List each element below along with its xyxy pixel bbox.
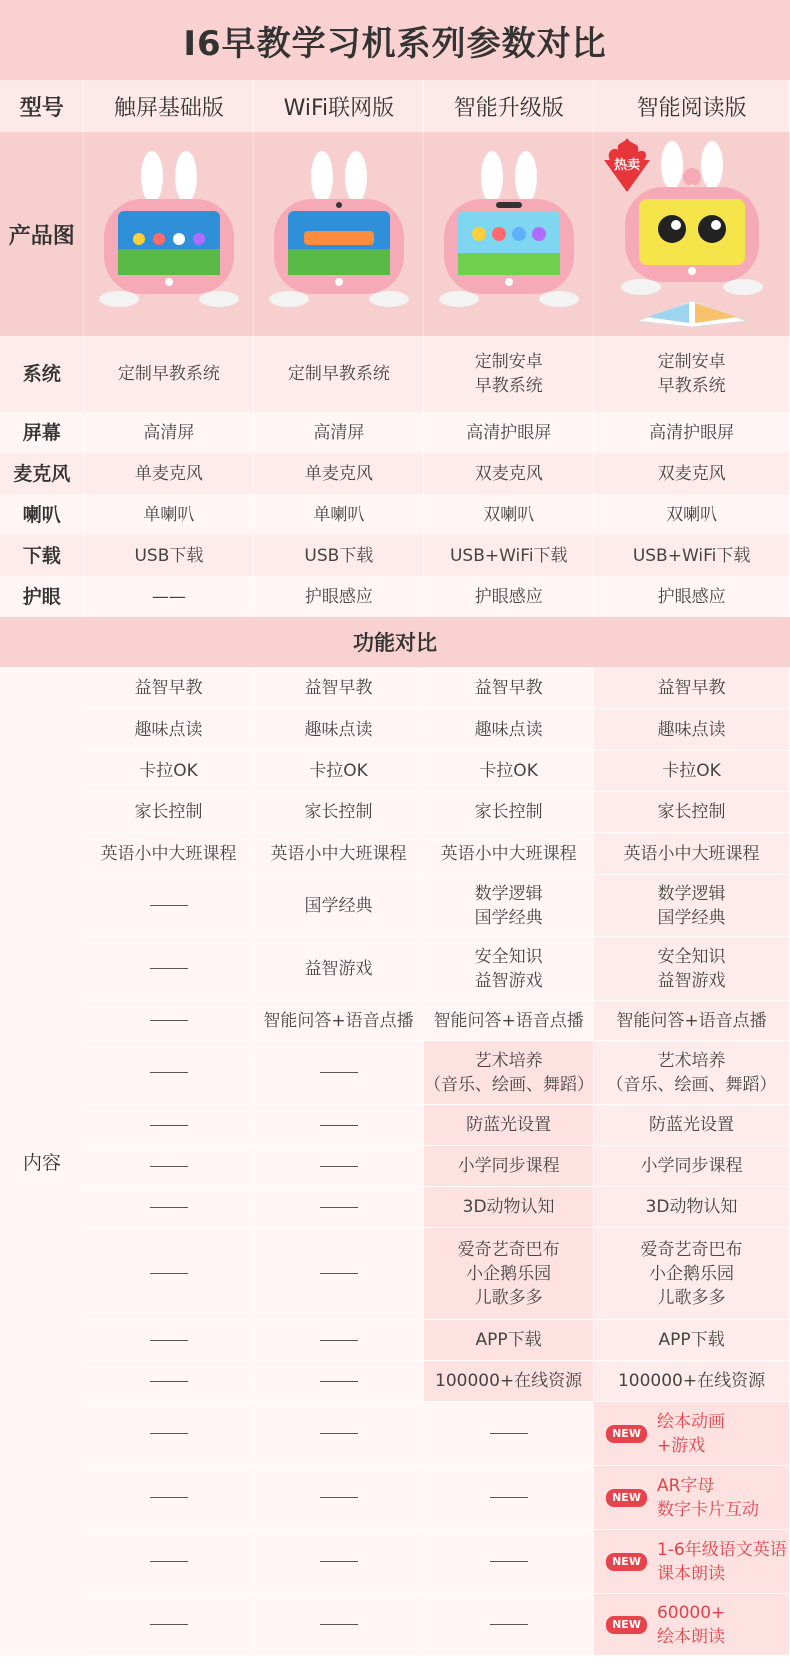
feature-cell: 家长控制: [254, 792, 424, 833]
feature-cell: [254, 1361, 424, 1402]
section-title: 功能对比: [0, 617, 790, 667]
dash-placeholder: [150, 1624, 188, 1625]
dash-placeholder: [150, 1381, 188, 1382]
feature-cell: [84, 875, 254, 937]
feature-cell: 小学同步课程: [424, 1146, 594, 1187]
dash-placeholder: [320, 1273, 358, 1274]
feature-row: [84, 1146, 790, 1187]
feature-cell: [254, 1466, 424, 1530]
dash-placeholder: [150, 1125, 188, 1126]
spec-value: USB下载: [84, 535, 254, 576]
feature-row: [84, 1187, 790, 1228]
feature-row: [84, 1041, 790, 1105]
feature-cell: [254, 1402, 424, 1466]
feature-cell: 智能问答+语音点播: [254, 1001, 424, 1041]
feature-cell: 爱奇艺奇巴布 小企鹅乐园 儿歌多多: [594, 1228, 790, 1320]
feature-cell: 爱奇艺奇巴布 小企鹅乐园 儿歌多多: [424, 1228, 594, 1320]
feature-rows: [84, 667, 790, 1656]
feature-cell: 益智早教: [254, 667, 424, 709]
spec-row-microphone: [0, 453, 790, 494]
dash-placeholder: [490, 1561, 528, 1562]
feature-row: [84, 1361, 790, 1402]
spec-value: USB+WiFi下载: [594, 535, 790, 576]
spec-value: 单麦克风: [254, 453, 424, 494]
feature-cell: [84, 1402, 254, 1466]
new-feature-text: AR字母 数字卡片互动: [656, 1475, 759, 1520]
dash-placeholder: [320, 1561, 358, 1562]
dash-placeholder: [150, 1072, 188, 1073]
spec-value: 高清屏: [84, 412, 254, 453]
feature-cell: 家长控制: [594, 792, 790, 833]
dash-placeholder: [150, 1497, 188, 1498]
feature-cell: 益智早教: [594, 667, 790, 709]
dash-placeholder: [320, 1340, 358, 1341]
hot-badge-icon: [602, 136, 652, 194]
product-image-basic: [84, 132, 254, 336]
feature-cell: 100000+在线资源: [424, 1361, 594, 1402]
feature-row: [84, 667, 790, 709]
feature-cell: 安全知识 益智游戏: [424, 937, 594, 1001]
feature-cell: 英语小中大班课程: [254, 833, 424, 875]
feature-cell: 艺术培养 （音乐、绘画、舞蹈）: [594, 1041, 790, 1105]
spec-label: 喇叭: [0, 494, 84, 535]
model-header-row: [0, 80, 790, 132]
spec-value: 高清屏: [254, 412, 424, 453]
dash-placeholder: [150, 968, 188, 969]
feature-cell: [84, 1105, 254, 1146]
bunny-tablet-image: [94, 149, 244, 319]
dash-placeholder: [150, 1166, 188, 1167]
dash-placeholder: [320, 1125, 358, 1126]
bunny-tablet-image: [264, 149, 414, 319]
feature-cell: 卡拉OK: [594, 751, 790, 792]
feature-cell: 益智早教: [424, 667, 594, 709]
spec-value: 双喇叭: [594, 494, 790, 535]
feature-cell: [84, 1530, 254, 1594]
feature-cell: 英语小中大班课程: [84, 833, 254, 875]
feature-cell: 智能问答+语音点播: [594, 1001, 790, 1041]
model-label: 型号: [0, 80, 84, 132]
feature-cell: 家长控制: [424, 792, 594, 833]
dash-placeholder: [150, 1020, 188, 1021]
feature-cell: [84, 1361, 254, 1402]
feature-cell: [254, 1041, 424, 1105]
bunny-tablet-image: [434, 149, 584, 319]
feature-cell: [424, 1530, 594, 1594]
spec-value: ——: [84, 576, 254, 617]
feature-row: [84, 1105, 790, 1146]
model-name: 触屏基础版: [84, 80, 254, 132]
spec-value: 单喇叭: [254, 494, 424, 535]
feature-cell: 趣味点读: [424, 709, 594, 751]
feature-cell: [84, 1594, 254, 1656]
feature-cell: 趣味点读: [594, 709, 790, 751]
feature-row: [84, 875, 790, 937]
feature-cell: 英语小中大班课程: [424, 833, 594, 875]
dash-placeholder: [490, 1497, 528, 1498]
spec-label: 系统: [0, 336, 84, 412]
feature-cell: [84, 1001, 254, 1041]
dash-placeholder: [150, 1273, 188, 1274]
dash-placeholder: [320, 1624, 358, 1625]
feature-cell: [254, 1146, 424, 1187]
feature-row: [84, 1466, 790, 1530]
feature-cell: 家长控制: [84, 792, 254, 833]
spec-row-eye-care: [0, 576, 790, 617]
spec-value: 定制早教系统: [254, 336, 424, 412]
spec-value: 护眼感应: [594, 576, 790, 617]
product-image-label: 产品图: [0, 132, 84, 336]
feature-cell: [84, 1041, 254, 1105]
feature-cell: [254, 1105, 424, 1146]
spec-label: 下载: [0, 535, 84, 576]
spec-row-screen: [0, 412, 790, 453]
feature-cell: 趣味点读: [84, 709, 254, 751]
dash-placeholder: [490, 1624, 528, 1625]
feature-cell: [84, 1466, 254, 1530]
feature-cell: [424, 1466, 594, 1530]
feature-cell: 国学经典: [254, 875, 424, 937]
feature-row: [84, 709, 790, 751]
spec-value: 护眼感应: [254, 576, 424, 617]
dash-placeholder: [150, 1433, 188, 1434]
feature-row: [84, 1530, 790, 1594]
new-feature-text: 60000+ 绘本朗读: [656, 1602, 726, 1647]
spec-value: 双麦克风: [594, 453, 790, 494]
feature-row: [84, 1001, 790, 1041]
dash-placeholder: [150, 1207, 188, 1208]
new-badge: NEW: [606, 1553, 647, 1571]
feature-cell: 防蓝光设置: [594, 1105, 790, 1146]
feature-cell: [254, 1187, 424, 1228]
feature-cell: [594, 1402, 790, 1466]
spec-value: 护眼感应: [424, 576, 594, 617]
feature-cell: [254, 1530, 424, 1594]
feature-cell: [84, 937, 254, 1001]
spec-value: 双麦克风: [424, 453, 594, 494]
model-name: 智能阅读版: [594, 80, 790, 132]
new-badge: NEW: [606, 1425, 647, 1443]
feature-cell: 益智游戏: [254, 937, 424, 1001]
feature-row: [84, 1228, 790, 1320]
feature-cell: [254, 1228, 424, 1320]
dash-placeholder: [320, 1433, 358, 1434]
feature-row: [84, 1320, 790, 1361]
hot-badge-text: 热卖: [614, 158, 641, 173]
feature-cell: 趣味点读: [254, 709, 424, 751]
dash-placeholder: [320, 1166, 358, 1167]
feature-cell: [424, 1402, 594, 1466]
feature-cell: APP下载: [424, 1320, 594, 1361]
product-image-smart: [424, 132, 594, 336]
feature-cell: [84, 1187, 254, 1228]
dash-placeholder: [490, 1433, 528, 1434]
feature-cell: 英语小中大班课程: [594, 833, 790, 875]
feature-cell: 益智早教: [84, 667, 254, 709]
feature-row: [84, 751, 790, 792]
spec-value: 定制早教系统: [84, 336, 254, 412]
new-feature-text: 绘本动画 +游戏: [656, 1411, 725, 1456]
dash-placeholder: [320, 1497, 358, 1498]
model-name: 智能升级版: [424, 80, 594, 132]
spec-label: 屏幕: [0, 412, 84, 453]
spec-value: 双喇叭: [424, 494, 594, 535]
spec-value: 定制安卓 早教系统: [594, 336, 790, 412]
feature-cell: 安全知识 益智游戏: [594, 937, 790, 1001]
spec-value: 定制安卓 早教系统: [424, 336, 594, 412]
feature-row: [84, 937, 790, 1001]
page-title: I6早教学习机系列参数对比: [0, 0, 790, 80]
spec-value: 单喇叭: [84, 494, 254, 535]
feature-cell: [594, 1530, 790, 1594]
feature-cell: [84, 1228, 254, 1320]
feature-table: [0, 667, 790, 1656]
product-image-reading: [594, 132, 790, 336]
feature-cell: [594, 1466, 790, 1530]
dash-placeholder: [320, 1072, 358, 1073]
feature-row: [84, 833, 790, 875]
product-image-wifi: [254, 132, 424, 336]
new-feature-text: 1-6年级语文英语 课本朗读: [656, 1539, 787, 1584]
spec-value: 高清护眼屏: [594, 412, 790, 453]
new-badge: NEW: [606, 1616, 647, 1634]
feature-cell: 3D动物认知: [424, 1187, 594, 1228]
feature-cell: 卡拉OK: [254, 751, 424, 792]
spec-value: USB下载: [254, 535, 424, 576]
feature-label: 内容: [0, 667, 84, 1656]
spec-value: 单麦克风: [84, 453, 254, 494]
spec-row-speaker: [0, 494, 790, 535]
feature-cell: [254, 1320, 424, 1361]
feature-row: [84, 792, 790, 833]
feature-cell: APP下载: [594, 1320, 790, 1361]
feature-row: [84, 1594, 790, 1656]
model-name: WiFi联网版: [254, 80, 424, 132]
spec-row-download: [0, 535, 790, 576]
feature-cell: [594, 1594, 790, 1656]
feature-cell: 智能问答+语音点播: [424, 1001, 594, 1041]
dash-placeholder: [150, 1561, 188, 1562]
feature-cell: [424, 1594, 594, 1656]
dash-placeholder: [320, 1381, 358, 1382]
feature-cell: 防蓝光设置: [424, 1105, 594, 1146]
dash-placeholder: [150, 1340, 188, 1341]
feature-cell: 小学同步课程: [594, 1146, 790, 1187]
spec-value: 高清护眼屏: [424, 412, 594, 453]
feature-cell: [254, 1594, 424, 1656]
spec-label: 麦克风: [0, 453, 84, 494]
feature-cell: 卡拉OK: [84, 751, 254, 792]
feature-cell: [84, 1320, 254, 1361]
feature-cell: 100000+在线资源: [594, 1361, 790, 1402]
spec-row-system: [0, 336, 790, 412]
feature-cell: 艺术培养 （音乐、绘画、舞蹈）: [424, 1041, 594, 1105]
spec-label: 护眼: [0, 576, 84, 617]
feature-cell: 卡拉OK: [424, 751, 594, 792]
feature-cell: 数学逻辑 国学经典: [594, 875, 790, 937]
feature-row: [84, 1402, 790, 1466]
spec-value: USB+WiFi下载: [424, 535, 594, 576]
dash-placeholder: [150, 905, 188, 906]
feature-cell: [84, 1146, 254, 1187]
product-image-row: [0, 132, 790, 336]
feature-cell: 3D动物认知: [594, 1187, 790, 1228]
feature-cell: 数学逻辑 国学经典: [424, 875, 594, 937]
dash-placeholder: [320, 1207, 358, 1208]
new-badge: NEW: [606, 1489, 647, 1507]
